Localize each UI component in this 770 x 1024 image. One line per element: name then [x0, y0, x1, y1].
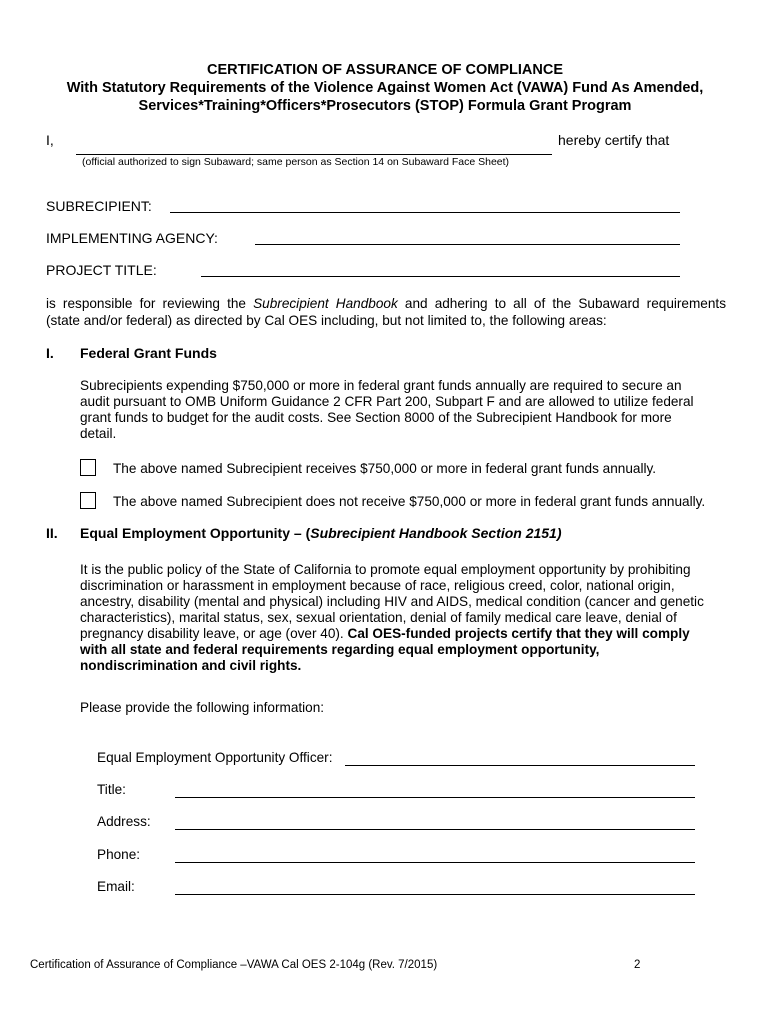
option-not-receive-label: The above named Subrecipient does not receive $750,000 or more in federal grant funds annually.	[113, 494, 706, 509]
section-1-number: I.	[46, 345, 54, 361]
section-1-body-2: audit pursuant to OMB Uniform Guidance 2 CFR Part 200, Subpart F and are allowed to utilize federal	[80, 394, 694, 409]
subrecipient-label: SUBRECIPIENT:	[46, 198, 152, 214]
certify-prefix: I,	[46, 132, 54, 148]
please-provide: Please provide the following information:	[80, 700, 325, 715]
eeo-title-field[interactable]	[175, 797, 695, 798]
doc-title: CERTIFICATION OF ASSURANCE OF COMPLIANCE	[206, 62, 564, 78]
footer-text: Certification of Assurance of Compliance –VAWA Cal OES 2-104g (Rev. 7/2015)	[30, 959, 438, 971]
project-title-label: PROJECT TITLE:	[46, 262, 157, 278]
eeo-email-field[interactable]	[175, 894, 695, 895]
section-1-body-3: grant funds to budget for the audit costs. See Section 8000 of the Subrecipient Handbook for more	[80, 410, 672, 425]
section-1-body-4: detail.	[80, 426, 117, 441]
eeo-address-label: Address:	[97, 814, 151, 829]
section-2-heading: Equal Employment Opportunity – (Subrecipient Handbook Section 2151)	[80, 525, 562, 541]
section-2-body-4: characteristics), marital status, sex, sexual orientation, denial of family medical care leave, denial of	[80, 610, 677, 625]
eeo-officer-label: Equal Employment Opportunity Officer:	[97, 750, 333, 765]
official-note: (official authorized to sign Subaward; same person as Section 14 on Subaward Face Sheet)	[82, 156, 510, 168]
checkbox-receives[interactable]	[80, 459, 96, 476]
section-2-body-1: It is the public policy of the State of California to promote equal employment opportunity by prohibiting	[80, 562, 691, 577]
section-2-body-3: ancestry, disability (mental and physical) including HIV and AIDS, medical condition (cancer and genetic	[80, 594, 704, 609]
section-2-body-5: pregnancy disability leave, or age (over 40). Cal OES-funded projects certify that they will comply	[80, 626, 690, 641]
section-2-body-2: discrimination or harassment in employment because of race, religious creed, color, national origin,	[80, 578, 675, 593]
eeo-phone-field[interactable]	[175, 862, 695, 863]
checkbox-not-receive[interactable]	[80, 492, 96, 509]
certify-suffix: hereby certify that	[558, 132, 670, 148]
eeo-email-label: Email:	[97, 879, 135, 894]
project-title-field[interactable]	[201, 276, 680, 277]
official-name-field[interactable]	[76, 154, 552, 155]
eeo-officer-field[interactable]	[345, 765, 695, 766]
implementing-agency-label: IMPLEMENTING AGENCY:	[46, 230, 218, 246]
intro-line-2: (state and/or federal) as directed by Cal OES including, but not limited to, the following areas:	[46, 313, 607, 328]
section-2-body-7: nondiscrimination and civil rights.	[80, 658, 302, 673]
eeo-title-label: Title:	[97, 782, 126, 797]
section-1-heading: Federal Grant Funds	[80, 345, 217, 361]
option-receives-label: The above named Subrecipient receives $750,000 or more in federal grant funds annually.	[113, 461, 657, 476]
section-2-body-6: with all state and federal requirements regarding equal employment opportunity,	[80, 642, 600, 657]
doc-subtitle-2: Services*Training*Officers*Prosecutors (STOP) Formula Grant Program	[138, 98, 632, 114]
page-number: 2	[634, 959, 641, 971]
doc-subtitle-1: With Statutory Requirements of the Violence Against Women Act (VAWA) Fund As Amended,	[66, 80, 704, 96]
implementing-agency-field[interactable]	[255, 244, 680, 245]
eeo-phone-label: Phone:	[97, 847, 141, 862]
eeo-address-field[interactable]	[175, 829, 695, 830]
section-1-body-1: Subrecipients expending $750,000 or more in federal grant funds annually are required to secure an	[80, 378, 682, 393]
intro-line-1: is responsible for reviewing the Subrecipient Handbook and adhering to all of the Subaward requirements	[46, 296, 727, 311]
section-2-number: II.	[46, 525, 58, 541]
subrecipient-field[interactable]	[170, 212, 680, 213]
